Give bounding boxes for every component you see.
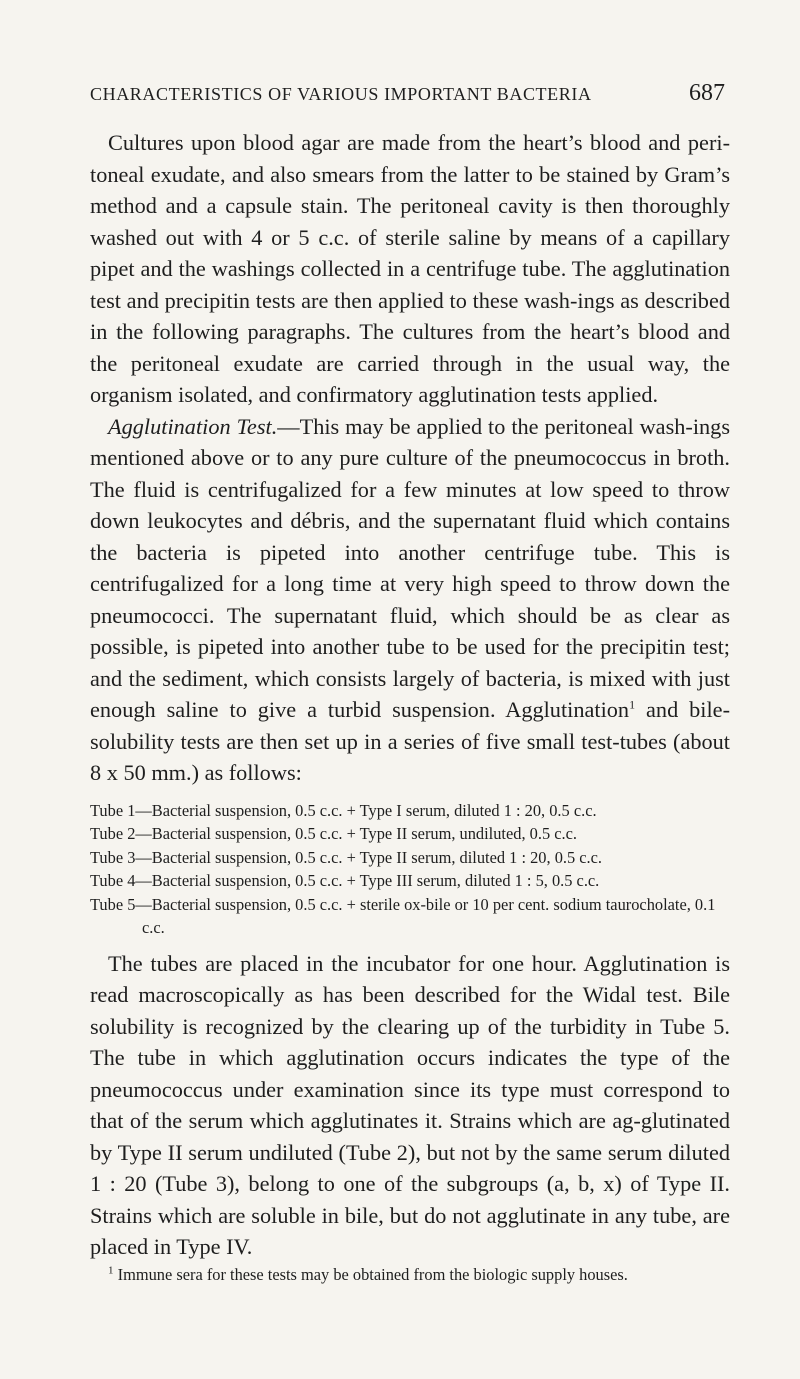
tube-item: Tube 3—Bacterial suspension, 0.5 c.c. + Type II serum, diluted 1 : 20, 0.5 c.c. [90, 847, 603, 867]
paragraph-agglutination-test [90, 411, 730, 789]
paragraph-text-continued: and bile-solubility tests are then set up in a series of five small test-tubes (about 8 x 50 mm.) as follows: [90, 697, 730, 785]
footnote-reference: 1 [629, 697, 636, 712]
tube-item: Tube 1—Bacterial suspension, 0.5 c.c. + Type I serum, diluted 1 : 20, 0.5 c.c. [90, 800, 597, 820]
tube-item: Tube 4—Bacterial suspension, 0.5 c.c. + Type III serum, diluted 1 : 5, 0.5 c.c. [90, 871, 600, 890]
page-body [90, 127, 730, 1286]
running-head: CHARACTERISTICS OF VARIOUS IMPORTANT BACTERIA [90, 84, 592, 104]
footnote-text: Immune sera for these tests may be obtained from the biologic supply houses. [117, 1264, 628, 1284]
section-heading: Agglutination Test. [108, 413, 278, 439]
tube-item: Tube 5—Bacterial suspension, 0.5 c.c. + sterile ox-bile or 10 per cent. sodium taurocholate, 0.1 c.c. [90, 894, 716, 937]
paragraph-results: The tubes are placed in the incubator for one hour. Agglutination is read macroscopically as has been described for the Widal test. Bile solubility is recognized by the clearing up of the turbidity in Tube 5. The tube in which agglutination occurs indicates the type of the pneumococcus under examination since its type must correspond to that of the serum which agglutinates it. Strains which are ag-glutinated by Type II serum undiluted (Tube 2), but not by the same serum diluted 1 : 20 (Tube 3), belong to one of the subgroups (a, b, x) of Type II. Strains which are soluble in bile, but do not agglutinate in any tube, are placed in Type IV. [90, 950, 730, 1259]
paragraph-cultures: Cultures upon blood agar are made from the heart’s blood and peri-toneal exudate, and also smears from the latter to be stained by Gram’s method and a capsule stain. The peritoneal cavity is then thoroughly washed out with 4 or 5 c.c. of sterile saline by means of a capillary pipet and the washings collected in a centrifuge tube. The agglutination test and precipitin tests are then applied to these wash-ings as described in the following paragraphs. The cultures from the heart’s blood and the peritoneal exudate are carried through in the usual way, the organism isolated, and confirmatory agglutination tests applied. [90, 130, 730, 407]
paragraph-text: —This may be applied to the peritoneal wash-ings mentioned above or to any pure culture of the pneumococcus in broth. The fluid is centrifugalized for a few minutes at low speed to throw down leukocytes and débris, and the supernatant fluid which contains the bacteria is pipeted into another centrifuge tube. This is centrifugalized for a long time at very high speed to throw down the pneumococci. The supernatant fluid, which should be as clear as possible, is pipeted into another tube to be used for the precipitin test; and the sediment, which consists largely of bacteria, is mixed with just enough saline to give a turbid suspension. Agglutination [90, 413, 730, 722]
footnote [90, 1263, 730, 1286]
page-number: 687 [689, 80, 725, 106]
tube-item: Tube 2—Bacterial suspension, 0.5 c.c. + Type II serum, undiluted, 0.5 c.c. [90, 824, 577, 843]
page-header [90, 80, 725, 107]
tube-list [90, 799, 730, 940]
footnote-mark: 1 [108, 1264, 114, 1277]
